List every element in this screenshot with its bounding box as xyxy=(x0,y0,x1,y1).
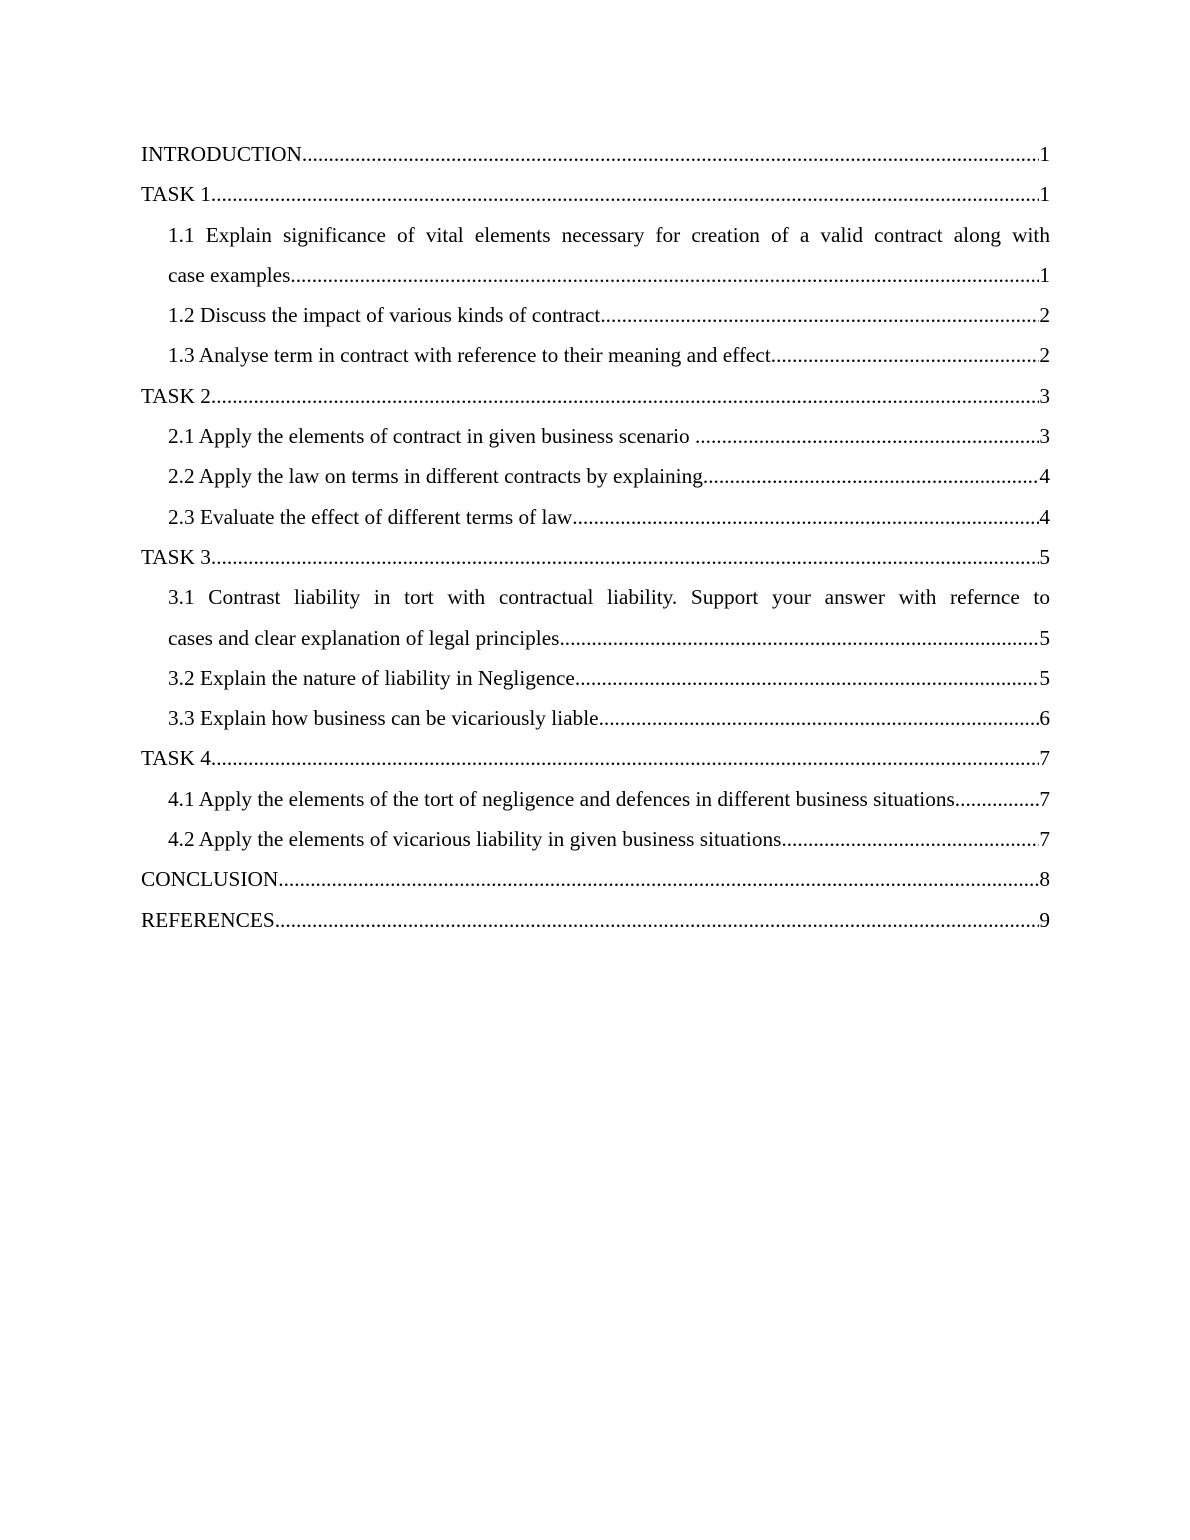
dot-leader xyxy=(211,537,1039,577)
toc-entry-page: 2 xyxy=(1039,343,1050,368)
toc-entry-title: 3.2 Explain the nature of liability in Negligence xyxy=(168,665,575,690)
toc-entry-title: 3.3 Explain how business can be vicariously liable xyxy=(168,706,599,731)
toc-entry-1-2[interactable] xyxy=(168,295,1050,335)
toc-entry-page: 5 xyxy=(1039,625,1050,650)
toc-entry-page: 5 xyxy=(1039,544,1050,569)
toc-entry-title: TASK 1 xyxy=(141,182,211,207)
toc-entry-title: TASK 2 xyxy=(141,383,211,408)
toc-entry-title: REFERENCES xyxy=(141,907,275,932)
toc-entry-title: CONCLUSION xyxy=(141,867,279,892)
toc-entry-3-2[interactable] xyxy=(168,658,1050,698)
toc-entry-1-3[interactable] xyxy=(168,335,1050,375)
toc-entry-title: 1.3 Analyse term in contract with reference to their meaning and effect xyxy=(168,343,771,368)
toc-entry-page: 3 xyxy=(1039,424,1050,449)
toc-entry-title: 2.2 Apply the law on terms in different contracts by explaining xyxy=(168,464,703,489)
toc-entry-1-1-line-1[interactable] xyxy=(168,215,1050,255)
toc-entry-4-2[interactable] xyxy=(168,819,1050,859)
toc-entry-title-line-1: 3.1 Contrast liability in tort with contractual liability. Support your answer with refernce to xyxy=(168,585,1050,610)
toc-entry-title-line-1: 1.1 Explain significance of vital elements necessary for creation of a valid contract along with xyxy=(168,222,1050,247)
toc-entry-page: 8 xyxy=(1039,867,1050,892)
dot-leader xyxy=(211,376,1039,416)
toc-entry-introduction[interactable] xyxy=(141,134,1050,174)
toc-entry-conclusion[interactable] xyxy=(141,859,1050,899)
dot-leader xyxy=(302,134,1039,174)
dot-leader xyxy=(600,295,1039,335)
dot-leader xyxy=(211,174,1039,214)
dot-leader xyxy=(771,335,1040,375)
toc-entry-page: 1 xyxy=(1039,182,1050,207)
toc-entry-task-3[interactable] xyxy=(141,537,1050,577)
dot-leader xyxy=(572,497,1039,537)
toc-entry-page: 3 xyxy=(1039,383,1050,408)
toc-entry-title: case examples xyxy=(168,262,291,287)
toc-entry-title: 4.1 Apply the elements of the tort of negligence and defences in different business situations. xyxy=(168,786,961,811)
toc-entry-title: 1.2 Discuss the impact of various kinds of contract xyxy=(168,303,601,328)
toc-entry-title: 4.2 Apply the elements of vicarious liability in given business situations xyxy=(168,827,782,852)
toc-entry-page: 1 xyxy=(1039,142,1050,166)
toc-entry-title: cases and clear explanation of legal principles xyxy=(168,625,560,650)
dot-leader xyxy=(960,779,1039,819)
toc-entry-title: 2.3 Evaluate the effect of different terms of law xyxy=(168,504,573,529)
toc-entry-page: 7 xyxy=(1039,746,1050,771)
toc-entry-2-3[interactable] xyxy=(168,497,1050,537)
toc-entry-page: 6 xyxy=(1039,706,1050,731)
dot-leader xyxy=(599,698,1040,738)
toc-entry-page: 7 xyxy=(1039,827,1050,852)
toc-entry-title: TASK 3 xyxy=(141,544,211,569)
toc-entry-page: 7 xyxy=(1039,786,1050,811)
toc-entry-page: 2 xyxy=(1039,303,1050,328)
toc-entry-page: 5 xyxy=(1039,665,1050,690)
dot-leader xyxy=(290,255,1039,295)
toc-entry-2-1[interactable] xyxy=(168,416,1050,456)
toc-entry-1-1[interactable] xyxy=(168,255,1050,295)
toc-entry-page: 4 xyxy=(1039,464,1050,489)
toc-entry-page: 9 xyxy=(1039,907,1050,932)
toc-entry-title: INTRODUCTION xyxy=(141,142,302,166)
toc-entry-page: 1 xyxy=(1039,262,1050,287)
dot-leader xyxy=(278,859,1039,899)
toc-entry-task-2[interactable] xyxy=(141,376,1050,416)
dot-leader xyxy=(559,618,1039,658)
toc-entry-page: 4 xyxy=(1039,504,1050,529)
toc-entry-3-1[interactable] xyxy=(168,618,1050,658)
table-of-contents xyxy=(141,134,1050,940)
toc-entry-4-1[interactable] xyxy=(168,779,1050,819)
dot-leader xyxy=(703,456,1039,496)
toc-entry-title: 2.1 Apply the elements of contract in given business scenario xyxy=(168,424,695,449)
toc-entry-references[interactable] xyxy=(141,900,1050,940)
toc-entry-task-1[interactable] xyxy=(141,174,1050,214)
dot-leader xyxy=(211,738,1039,778)
toc-entry-title: TASK 4 xyxy=(141,746,211,771)
toc-entry-3-1-line-1[interactable] xyxy=(168,577,1050,617)
toc-entry-task-4[interactable] xyxy=(141,738,1050,778)
dot-leader xyxy=(275,900,1040,940)
toc-entry-2-2[interactable] xyxy=(168,456,1050,496)
dot-leader xyxy=(575,658,1039,698)
toc-entry-3-3[interactable] xyxy=(168,698,1050,738)
dot-leader xyxy=(781,819,1039,859)
dot-leader xyxy=(695,416,1039,456)
